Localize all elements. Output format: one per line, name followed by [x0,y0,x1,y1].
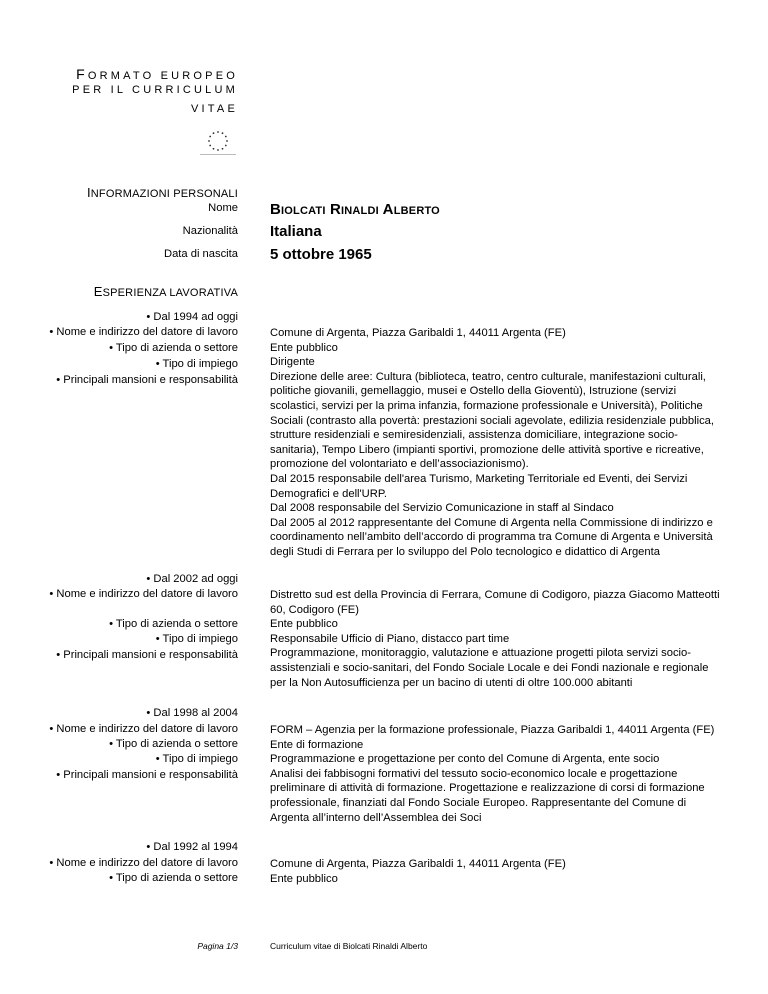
nationality-label: Nazionalità [182,225,238,237]
entry-3-sector-label: • Tipo di azienda o settore [109,738,238,750]
entry-3-job-label: • Tipo di impiego [155,753,238,765]
entry-1-sector-label: • Tipo di azienda o settore [109,342,238,354]
entry-2-duty-1: Programmazione, monitoraggio, valutazione e attuazione progetti pilota servizi socio-assistenziali e socio-sanitari, del Fondo Sociale Locale e dei Fondi nazionale e regionale per la Non Autosufficienza per un bacino di utenti di oltre 100.000 abitanti [270,647,709,689]
cv-title-line-3: VITAE [191,103,238,115]
entry-4-period: • Dal 1992 al 1994 [146,841,238,853]
entry-2-period: • Dal 2002 ad oggi [146,573,238,585]
entry-2-duties-label: • Principali mansioni e responsabilità [56,649,238,661]
cv-title-line-1: FORMATO EUROPEO [76,66,238,82]
entry-2-job-label: • Tipo di impiego [155,633,238,645]
entry-4-employer: Comune di Argenta, Piazza Garibaldi 1, 44011 Argenta (FE) [270,858,566,870]
entry-1-values [270,326,720,560]
entry-1-job: Dirigente [270,356,315,369]
footer-caption: Curriculum vitae di Biolcati Rinaldi Alberto [270,941,428,951]
birthdate-label: Data di nascita [163,248,238,260]
entry-3-duties-label: • Principali mansioni e responsabilità [56,769,238,781]
entry-4-sector-label: • Tipo di azienda o settore [109,872,238,884]
entry-3-employer-label: • Nome e indirizzo del datore di lavoro [49,723,238,735]
birthdate-value: 5 ottobre 1965 [270,246,372,263]
entry-3-sector: Ente di formazione [270,738,364,751]
name-label: Nome [208,202,238,214]
entry-4-sector: Ente pubblico [270,872,338,885]
entry-1-duty-2: Dal 2015 responsabile dell'area Turismo, Marketing Territoriale ed Eventi, dei Servizi Demografici e dell'URP. [270,472,688,500]
entry-1-duty-3: Dal 2008 responsabile del Servizio Comunicazione in staff al Sindaco [270,502,614,515]
entry-2-job: Responsabile Ufficio di Piano, distacco part time [270,632,510,645]
entry-4-employer-label: • Nome e indirizzo del datore di lavoro [49,857,238,869]
entry-2-sector: Ente pubblico [270,618,338,631]
entry-2-employer: Distretto sud est della Provincia di Ferrara, Comune di Codigoro, piazza Giacomo Matteotti 60, Codigoro (FE) [270,589,720,616]
entry-1-duty-1: Direzione delle aree: Cultura (biblioteca, teatro, centro culturale, manifestazioni culturali, politiche giovanili, gemellaggio, musei e Ostello della Gioventù), Istruzione (servizi scolastici, servizi per la prima infanzia, formazione professionale e Università), Politiche Sociali (contrasto alla povertà: prestazioni sociali agevolate, edilizia residenziale pubblica, strutture residenziali e semiresidenziali, assistenza domiciliare, integrazione socio-sanitaria), Tempo Libero (impianti sportivi, promozione delle attività sportive e ricreative, promozione del volontariato e dell’associazionismo). [270,370,715,471]
entry-1-job-label: • Tipo di impiego [155,358,238,370]
entry-2-employer-label: • Nome e indirizzo del datore di lavoro [49,588,238,600]
page-number: Pagina 1/3 [197,941,238,951]
entry-3-period: • Dal 1998 al 2004 [146,707,238,719]
personal-info-heading: INFORMAZIONI PERSONALI [86,185,238,200]
eu-flag-icon [200,128,236,155]
entry-1-duty-4: Dal 2005 al 2012 rappresentante del Comune di Argenta nella Commissione di indirizzo e coordinamento nell’ambito dell’accordo di programma tra Comune di Argenta e Università degli Studi di Ferrara per lo sviluppo del Polo tecnologico e didattico di Argenta [270,516,713,558]
entry-1-duties-label: • Principali mansioni e responsabilità [56,374,238,386]
cv-title-line-2: PER IL CURRICULUM [72,84,238,96]
work-experience-heading: ESPERIENZA LAVORATIVA [93,284,238,299]
name-value: Biolcati Rinaldi Alberto [270,201,440,218]
entry-1-employer: Comune di Argenta, Piazza Garibaldi 1, 44011 Argenta (FE) [270,327,566,339]
entry-2-values [270,588,720,690]
entry-1-period: • Dal 1994 ad oggi [146,311,238,323]
entry-4-values [270,857,720,886]
entry-1-employer-label: • Nome e indirizzo del datore di lavoro [49,326,238,338]
entry-3-job: Programmazione e progettazione per conto del Comune di Argenta, ente socio [270,753,660,766]
entry-3-duty-1: Analisi dei fabbisogni formativi del tessuto socio-economico locale e progettazione preliminare di attività di formazione. Progettazione e realizzazione di corsi di formazione professionale, finanziati dal Fondo Sociale Europeo. Rappresentante del Comune di Argenta all’interno dell’Assemblea dei Soci [270,767,705,824]
entry-2-sector-label: • Tipo di azienda o settore [109,618,238,630]
entry-3-employer: FORM – Agenzia per la formazione professionale, Piazza Garibaldi 1, 44011 Argenta (FE) [270,724,715,736]
entry-1-sector: Ente pubblico [270,341,338,354]
entry-3-values [270,723,720,825]
nationality-value: Italiana [270,223,322,240]
